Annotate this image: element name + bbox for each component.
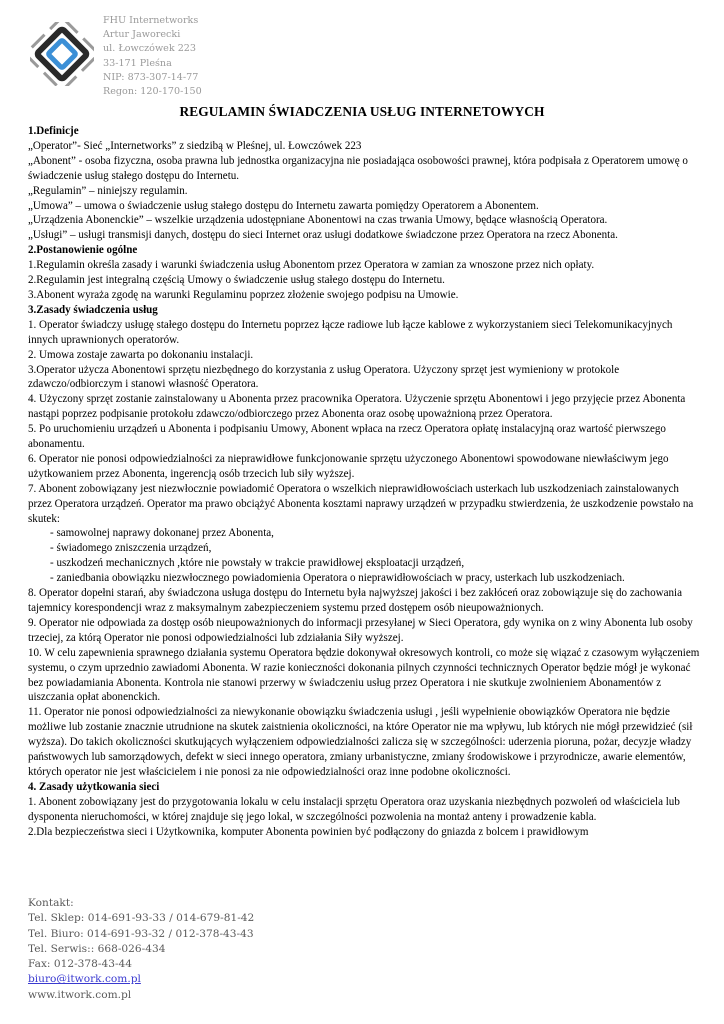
paragraph: 3.Abonent wyraża zgodę na warunki Regulaminu poprzez złożenie swojego podpisu na Umowie.	[28, 288, 459, 301]
paragraph: 11. Operator nie ponosi odpowiedzialności za niewykonanie obowiązku świadczenia usługi , jeśli wypełnienie obowiązków Operatora nie będzie możliwe lub zostanie znacznie utrudnione na skutek zaistnienia okoliczności, na które Operator nie ma wpływu, lub których nie mógł przewidzieć (sił wyższa). Do takich okoliczności skutkujących wyłączeniem odpowiedzialności zalicza się w szczególności: uderzenia pioruna, pożar, decyzje władzy państwowych lub samorządowych, defekt w sieci innego operatora, zmiany urbanistyczne, zmiany środowiskowe i przyrodnicze, awarie elementów, których operator nie jest właścicielem i nie ponosi za nie odpowiedzialności oraz inne podobne okoliczności.	[28, 706, 693, 778]
paragraph: 8. Operator dopełni starań, aby świadczona usługa dostępu do Internetu była najwyższej jakości i bez zakłóceń oraz zobowiązuje się do zachowania tajemnicy korespondencji wraz z maksymalnym zabezpieczeniem systemu przed dostępem osób nieupoważnionych.	[28, 587, 682, 614]
company-nip: NIP: 873-307-14-77	[103, 71, 199, 83]
paragraph: 3.Operator użycza Abonentowi sprzętu niezbędnego do korzystania z usług Operatora. Użyczony sprzęt jest wymieniony w protokole zdawczo/odbiorczym i stanowi własność Operatora.	[28, 363, 620, 391]
contact-website[interactable]: www.itwork.com.pl	[28, 988, 132, 1001]
paragraph: 1.Regulamin określa zasady i warunki świadczenia usług Abonentom przez Operatora w zamian za wnoszone przez nich opłaty.	[28, 259, 595, 272]
document-title: REGULAMIN ŚWIADCZENIA USŁUG INTERNETOWYCH	[179, 104, 545, 119]
contact-heading: Kontakt:	[28, 897, 74, 909]
list-item: - samowolnej naprawy dokonanej przez Abonenta,	[50, 527, 274, 540]
paragraph: 2. Umowa zostaje zawarta po dokonaniu instalacji.	[28, 348, 254, 361]
paragraph: 2.Dla bezpieczeństwa sieci i Użytkownika, komputer Abonenta powinien być podłączony do gniazda z bolcem i prawidłowym	[28, 825, 589, 838]
section-heading: 4. Zasady użytkowania sieci	[28, 780, 160, 793]
paragraph: 1. Abonent zobowiązany jest do przygotowania lokalu w celu instalacji sprzętu Operatora oraz uzyskania niezbędnych pozwoleń od właściciela lub dysponenta nieruchomości, w której znajduje się jego lokal, w szczególności pozwolenia na montaż anteny i prowadzenie kabla.	[28, 795, 680, 823]
paragraph: 6. Operator nie ponosi odpowiedzialności za nieprawidłowe funkcjonowanie sprzętu użyczonego Abonentowi spowodowane niewłaściwym jego użytkowaniem przez Abonenta, ingerencją osób trzecich lub siły wyższej.	[28, 452, 669, 480]
company-city: 33-171 Pleśna	[103, 57, 172, 69]
company-logo	[30, 22, 94, 86]
paragraph: 5. Po uruchomieniu urządzeń u Abonenta i podpisaniu Umowy, Abonent wpłaca na rzecz Operatora opłatę instalacyjną oraz wartość pierwszego abonamentu.	[28, 423, 666, 451]
paragraph: 10. W celu zapewnienia sprawnego działania systemu Operatora będzie dokonywał okresowych kontroli, co może się wiązać z czasowym wyłączeniem systemu, o czym uprzednio zawiadomi Abonenta. W razie konieczności dokonania pilnych czynności technicznych Operator będzie mógł je wykonać bez powiadamiania Abonenta. Kontrola nie stanowi przerwy w świadczeniu usług przez Operatora i nie skutkuje zwolnieniem Abonamentów z uiszczania opłat abonenckich.	[28, 646, 700, 704]
paragraph: 1. Operator świadczy usługę stałego dostępu do Internetu poprzez łącze radiowe lub łącze kablowe z wykorzystaniem sieci Telekomunikacyjnych innych uprawnionych operatorów.	[28, 318, 673, 346]
paragraph: „Operator”- Sieć „Internetworks” z siedzibą w Pleśnej, ul. Łowczówek 223	[28, 139, 362, 152]
paragraph: 7. Abonent zobowiązany jest niezwłocznie powiadomić Operatora o wszelkich nieprawidłowościach usterkach lub uszkodzeniach zainstalowanych przez Operatora urządzeń. Operator ma prawo obciążyć Abonenta kosztami naprawy urządzeń w przypadku stwierdzenia, że uszkodzenie powstało na skutek:	[28, 482, 694, 525]
contact-footer	[28, 896, 254, 1003]
list-item: - świadomego zniszczenia urządzeń,	[50, 542, 212, 555]
paragraph: 4. Użyczony sprzęt zostanie zainstalowany u Abonenta przez pracownika Operatora. Użyczenie sprzętu Abonentowi i jego przyjęcie przez Abonenta nastąpi poprzez podpisanie protokołu zdawczo/odbiorczego przez Abonenta oraz osobę upoważnioną przez Operatora.	[28, 393, 686, 421]
contact-phone-office: Tel. Biuro: 014-691-93-32 / 012-378-43-43	[28, 927, 254, 940]
paragraph: 9. Operator nie odpowiada za dostęp osób nieupoważnionych do informacji przesyłanej w Sieci Operatora, gdy wynika on z winy Abonenta lub osoby trzeciej, za którą Operator nie ponosi odpowiedzialności lub zdziałania Siły wyższej.	[28, 616, 693, 644]
regulations-body	[28, 124, 700, 840]
contact-email-link[interactable]: biuro@itwork.com.pl	[28, 973, 141, 986]
section-heading: 1.Definicje	[28, 125, 79, 137]
paragraph: „Abonent” - osoba fizyczna, osoba prawna lub jednostka organizacyjna nie posiadająca osobowości prawnej, która podpisała z Operatorem umowę o świadczenie usług stałego dostępu do Internetu.	[28, 154, 688, 182]
section-heading: 3.Zasady świadczenia usług	[28, 303, 158, 316]
paragraph: „Urządzenia Abonenckie” – wszelkie urządzenia udostępniane Abonentowi na czas trwania Umowy, będące własnością Operatora.	[28, 214, 608, 227]
paragraph: 2.Regulamin jest integralną częścią Umowy o świadczenie usług stałego dostępu do Internetu.	[28, 274, 445, 287]
list-item: - uszkodzeń mechanicznych ,które nie powstały w trakcie prawidłowej eksploatacji urządzeń,	[50, 557, 465, 570]
company-info	[103, 14, 202, 99]
company-owner: Artur Jaworecki	[103, 29, 181, 41]
contact-phone-shop: Tel. Sklep: 014-691-93-33 / 014-679-81-42	[28, 912, 255, 925]
company-name: FHU Internetworks	[103, 15, 199, 26]
paragraph: „Usługi” – usługi transmisji danych, dostępu do sieci Internet oraz usługi dodatkowe świadczone przez Operatora na rzecz Abonenta.	[28, 229, 618, 242]
section-heading: 2.Postanowienie ogólne	[28, 244, 138, 257]
paragraph: „Umowa” – umowa o świadczenie usług stałego dostępu do Internetu zawarta pomiędzy Operatorem a Abonentem.	[28, 199, 539, 212]
company-regon: Regon: 120-170-150	[103, 86, 202, 98]
contact-fax: Fax: 012-378-43-44	[28, 958, 132, 971]
company-street: ul. Łowczówek 223	[103, 43, 197, 55]
list-item: - zaniedbania obowiązku niezwłocznego powiadomienia Operatora o nieprawidłowościach w pracy, usterkach lub uszkodzeniach.	[50, 572, 625, 585]
paragraph: „Regulamin” – niniejszy regulamin.	[28, 184, 188, 197]
contact-phone-service: Tel. Serwis:: 668-026-434	[28, 942, 166, 955]
